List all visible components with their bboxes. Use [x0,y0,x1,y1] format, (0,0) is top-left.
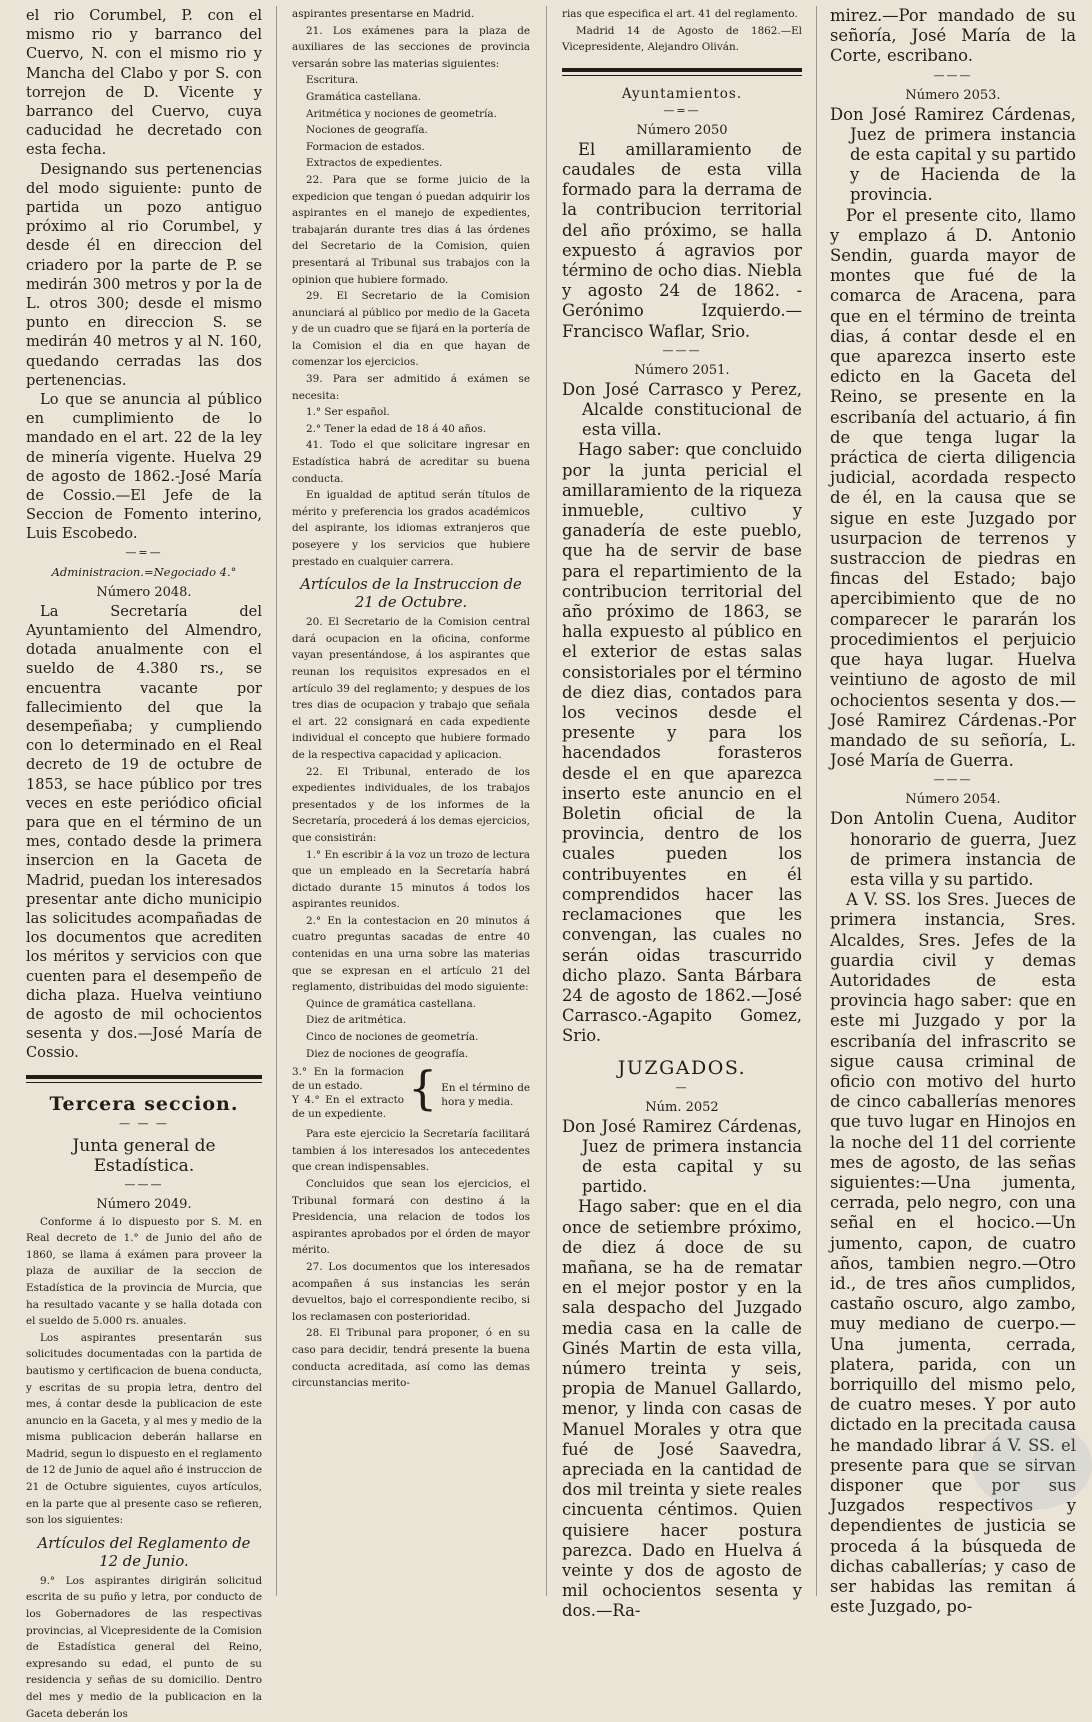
paragraph-2053-heading: Don José Ramirez Cárdenas, Juez de primera instancia de esta capital y su partido y de Hacienda de la provincia. [830,104,1076,205]
ornament: ——— [933,68,973,82]
paragraph-art22: 22. Para que se forme juicio de la expedicion que tengan ó puedan adquirir los aspirantes en el manejo de expedientes, trabajarán durante tres dias á las órdenes del Secretario de la Comision, quien presentará al Tribunal sus trabajos con la opinion que hubiere formado. [292,173,530,286]
juzgados-heading: JUZGADOS. [617,1056,747,1079]
paragraph-art21: 21. Los exámenes para la plaza de auxiliares de las secciones de provincia versarán sobre las materias siguientes: [292,24,530,70]
brace-glyph: { [408,1061,438,1116]
paragraph-art29: 29. El Secretario de la Comision anunciará al público por medio de la Gaceta y de un cuadro que se fijará en la portería de la Comision el dia en que hayan de comenzar los ejercicios. [292,290,530,369]
paragraph-cont: mirez.—Por mandado de su señoría, José María de la Corte, escribano. [830,6,1076,66]
paragraph-art20: 20. El Secretario de la Comision central dará ocupacion en la oficina, conforme vayan presentándose, á los aspirantes que reunan los requisitos expresados en el artículo 39 del reglamento; y despues de los tres dias de ocupacion y trabajo que señala el art. 22 consignará en cada expediente individual el concepto que hubiere formado de la respectiva capacidad y aplicacion. [292,616,530,761]
paragraph-2049a: Conforme á lo dispuesto por S. M. en Real decreto de 1.° de Junio del año de 1860, se llama á exámen para proveer la plaza de auxiliar de la seccion de Estadística de la provincia de Murcia, que ha resultado vacante y se halla dotada con el sueldo de 5.000 rs. anuales. [26,1215,262,1328]
articles-heading-2: Artículos de la Instruccion de 21 de Octubre. [300,576,522,612]
paragraph-2054: A V. SS. los Sres. Jueces de primera instancia, Sres. Alcaldes, Sres. Jefes de la guardia civil y demas Autoridades de esta provincia hago saber: que en este mi Juzgado y por la escribanía del infrascrito se sigue causa criminal de oficio con motivo del hurto de cinco caballerías menores que tuvo lugar en Hinojos en la noche del 11 del corriente mes de agosto, de las señas siguientes:—Una jumenta, cerrada, pelo negro, con una señal en el hocico.—Un jumento, capon, de cuatro años, tambien negro.—Otro id., de tres años cumplidos, castaño oscuro, algo zambo, muy mediano de cuerpo.—Una jumenta, cerrada, platera, parida, con un borriquillo del mismo pelo, de cuatro meses. Y por auto dictado en la precitada causa he mandado librar á V. SS. el presente para que se sirvan disponer que por sus Juzgados respectivos y dependientes de justicia se proceda á la búsqueda de dichas caballerías; y caso de ser habidas las remitan á este Juzgado, po- [830,890,1076,1617]
paragraph-igualdad: En igualdad de aptitud serán títulos de mérito y preferencia los grados académicos del aspirante, los idiomas extranjeros que poseyere y los servicios que hubiere prestado en cualquier carrera. [292,489,530,568]
section-divider-thick [562,68,802,72]
column-3 [562,6,802,1621]
notice-number-2054: Número 2054. [905,792,1001,808]
column-2 [292,6,530,1596]
column-rule [546,6,547,1596]
paragraph-art41: 41. Todo el que solicitare ingresar en Estadística habrá de acreditar su buena conducta. [292,439,530,485]
notice-number-2049: Número 2049. [96,1196,192,1212]
paragraph-2051: Hago saber: que concluido por la junta pericial el amillaramiento de la riqueza inmueble, cultivo y ganadería de este pueblo, que ha de servir de base para el repartimiento de la contribucion territorial del año próximo de 1863, se halla expuesto al público en el exterior de estas salas consistoriales por el término de diez dias, contados para los vecinos desde el presente y para los hacendados forasteros desde el en que aparezca inserto este anuncio en el Boletin oficial de la provincia, dentro de los cuales pueden los contribuyentes en él comprendidos hacer las reclamaciones que les convengan, las cuales no serán oidas trascurrido dicho plazo. Santa Bárbara 24 de agosto de 1862.—José Carrasco.-Agapito Gomez, Srio. [562,440,802,1046]
list-item: Cinco de nociones de geometría. [306,1031,479,1044]
section-divider-thick [26,1075,262,1079]
ayuntamientos-heading: Ayuntamientos. [621,85,743,102]
paragraph-intro: el rio Corumbel, P. con el mismo rio y barranco del Cuervo, N. con el mismo rio y Mancha del Clabo y por S. con torrejon de D. Vicente y barranco del Cuervo, cuya caducidad he decretado con esta fecha. [26,7,262,159]
requirement-item: 2.° Tener la edad de 18 á 40 años. [306,422,486,435]
exercise-item: 3.° En la formacion de un estado. [292,1066,404,1093]
section-heading: Tercera seccion. [49,1092,239,1115]
exercise-item: 2.° En la contestacion en 20 minutos á cuatro preguntas sacadas de entre 40 contenidas en una urna sobre las materias que se expresan en el artículo 21 del reglamento, distribuidas del modo siguiente: [292,914,530,994]
brace-exercises [292,1061,530,1121]
paragraph-concluidos: Concluidos que sean los ejercicios, el Tribunal formará con destino á la Presidencia, una relacion de todos los aspirantes aprobados por el órden de mayor mérito. [292,1178,530,1257]
paragraph-art9: 9.° Los aspirantes dirigirán solicitud escrita de su puño y letra, por conducto de los Gobernadores de las respectivas provincias, al Vicepresidente de la Comision de Estadística general del Reino, expresando su edad, el punto de su residencia y señas de su domicilio. Dentro del mes y medio de la publicacion en la Gaceta deberán los [26,1574,262,1720]
paragraph-2051-heading: Don José Carrasco y Perez, Alcalde constitucional de esta villa. [562,379,802,440]
paragraph-2050: El amillaramiento de caudales de esta villa formado para la derrama de la contribucion territorial del año próximo, se halla expuesto á agravios por término de ocho dias. Niebla y agosto 24 de 1862. -Gerónimo Izquierdo.—Francisco Waflar, Srio. [562,139,802,341]
junta-heading: Junta general de Estadística. [72,1135,216,1176]
list-item: Escritura. [306,74,359,87]
list-item: Diez de aritmética. [306,1014,407,1027]
question-distribution [306,996,530,1062]
list-item: Aritmética y nociones de geometría. [306,107,497,120]
ornament: ——— [124,1177,164,1191]
articles-heading: Artículos del Reglamento de 12 de Junio. [37,1534,251,1570]
requirement-item: 1.° Ser español. [306,406,390,419]
column-rule [816,6,817,1596]
notice-number-2051: Número 2051. [634,362,730,378]
exercise-item: Y 4.° En el extracto de un expediente. [292,1094,404,1121]
paragraph-2054-heading: Don Antolin Cuena, Auditor honorario de guerra, Juez de primera instancia de esta villa y su partido. [830,809,1076,889]
column-4 [830,6,1076,1617]
paragraph-2048: La Secretaría del Ayuntamiento del Almendro, dotada anualmente con el sueldo de 4.380 rs., se encuentra vacante por fallecimiento del que la desempeñaba; y cumpliendo con lo determinado en el Real decreto de 19 de octubre de 1853, se hace público por tres veces en este periódico oficial para que en el término de un mes, contado desde la primera insercion en la Gaceta de Madrid, puedan los interesados presentar ante dicho municipio las solicitudes acompañadas de los documentos que acrediten los méritos y servicios con que cuenten para el desempeño de dicha plaza. Huelva veintiuno de agosto de mil ochocientos sesenta y dos.—José María de Cossio. [26,602,262,1062]
ink-stain [972,1420,1092,1510]
paragraph-madrid: Madrid 14 de Agosto de 1862.—El Vicepresidente, Alejandro Oliván. [562,24,802,54]
brace-time: En el término de hora y media. [441,1082,530,1109]
ornament: —=— [663,103,701,117]
notice-number-2052: Núm. 2052 [645,1099,719,1115]
notice-number-2048: Número 2048. [96,584,192,600]
ornament: ——— [933,773,973,787]
list-item: Nociones de geografía. [306,124,428,137]
list-item: Extractos de expedientes. [306,157,443,170]
ornament: ——— [662,343,702,357]
paragraph-2049b: Los aspirantes presentarán sus solicitudes documentadas con la partida de bautismo y certificacion de buena conducta, y escritas de su propia letra, dentro del mes, á contar desde la publicacion de este anuncio en la Gaceta, y al mes y medio de la misma publicacion deberán hallarse en Madrid, segun lo dispuesto en el reglamento de 12 de Junio de aquel año é instruccion de 21 de Octubre siguientes, cuyos artículos, en la parte que al presente caso se refieren, son los siguientes: [26,1331,262,1527]
paragraph-2053: Por el presente cito, llamo y emplazo á D. Antonio Sendin, guarda mayor de montes que fué de la comarca de Aracena, para que en el término de treinta dias, á contar desde el en que aparezca inserto este edicto en la Gaceta del Reino, se presente en la escribanía del actuario, á fin de que tenga lugar la práctica de cierta diligencia judicial, acordada respecto de él, en la causa que se sigue en este Juzgado por usurpacion de terrenos y sustraccion de piedras en fincas del Estado; bajo apercibimiento que de no comparecer le pararán los procedimientos el perjuicio que haya lugar. Huelva veintiuno de agosto de mil ochocientos sesenta y dos.—José Ramirez Cárdenas.-Por mandado de su señoría, L. José María de Guerra. [830,205,1076,771]
paragraph-cont: rias que especifica el art. 41 del reglamento. [562,8,798,20]
exercise-item: 1.° En escribir á la voz un trozo de lectura que un empleado en la Secretaría habrá dictado durante 15 minutos á todos los aspirantes reunidos. [292,848,530,911]
section-divider-thin [26,1082,262,1083]
notice-number-2053: Número 2053. [905,87,1001,103]
notice-number-2050: Número 2050 [636,122,728,138]
paragraph-art22b: 22. El Tribunal, enterado de los expedientes individuales, de los trabajos presentados y de los informes de la Secretaría, procederá á los demas ejercicios, que consistirán: [292,765,530,844]
paragraph-art28: 28. El Tribunal para proponer, ó en su caso para decidir, tendrá presente la buena conducta acreditada, así como las demas circunstancias merito- [292,1327,530,1390]
subject-list [306,72,530,172]
column-rule [276,6,277,1596]
paragraph-art27: 27. Los documentos que los interesados acompañen á sus instancias les serán devueltos, bajo el correspondiente recibo, si los reclamasen con posterioridad. [292,1260,530,1323]
paragraph-art39: 39. Para ser admitido á exámen se necesita: [292,373,530,402]
paragraph-para: Para este ejercicio la Secretaría facilitará tambien á los interesados los antecedentes que crean indispensables. [292,1128,530,1174]
paragraph-anuncia: Lo que se anuncia al público en cumplimiento de lo mandado en el art. 22 de la ley de minería vigente. Huelva 29 de agosto de 1862.-José María de Cossio.—El Jefe de la Seccion de Fomento interino, Luis Escobedo. [26,391,262,543]
ornament: —=— [125,545,163,559]
paragraph-designando: Designando sus pertenencias del modo siguiente: punto de partida un pozo antiguo próximo al rio Corumbel, y desde él en direccion del criadero por la parte de P. se medirán 300 metros y por la de L. otros 300; desde el mismo punto en direccion S. se medirán 40 metros y al N. 160, quedando cerradas las dos pertenencias. [26,160,262,389]
paragraph-2052: Hago saber: que en el dia once de setiembre próximo, de diez á doce de su mañana, se ha de rematar en el mejor postor y en la sala despacho del Juzgado media casa en la calle de Ginés Martin de esta villa, número treinta y seis, propia de Manuel Gallardo, menor, y linda con casas de Manuel Morales y otra que fué de José Saavedra, apreciada en la cantidad de dos mil treinta y siete reales cincuenta céntimos. Quien quisiere hacer postura parezca. Dado en Huelva á veinte y dos de agosto de mil ochocientos sesenta y dos.—Ra- [562,1197,802,1621]
list-item: Quince de gramática castellana. [306,997,476,1010]
list-item: Gramática castellana. [306,90,422,103]
section-divider-thin [562,75,802,76]
administration-heading: Administracion.=Negociado 4.° [51,564,237,579]
paragraph-2052-heading: Don José Ramirez Cárdenas, Juez de primera instancia de esta capital y su partido. [562,1116,802,1197]
list-item: Formacion de estados. [306,140,425,153]
ornament: — — — [119,1116,169,1130]
paragraph-cont: aspirantes presentarse en Madrid. [292,8,475,20]
column-1 [26,6,262,1720]
ornament: — [675,1080,689,1094]
list-item: Diez de nociones de geografía. [306,1047,469,1060]
